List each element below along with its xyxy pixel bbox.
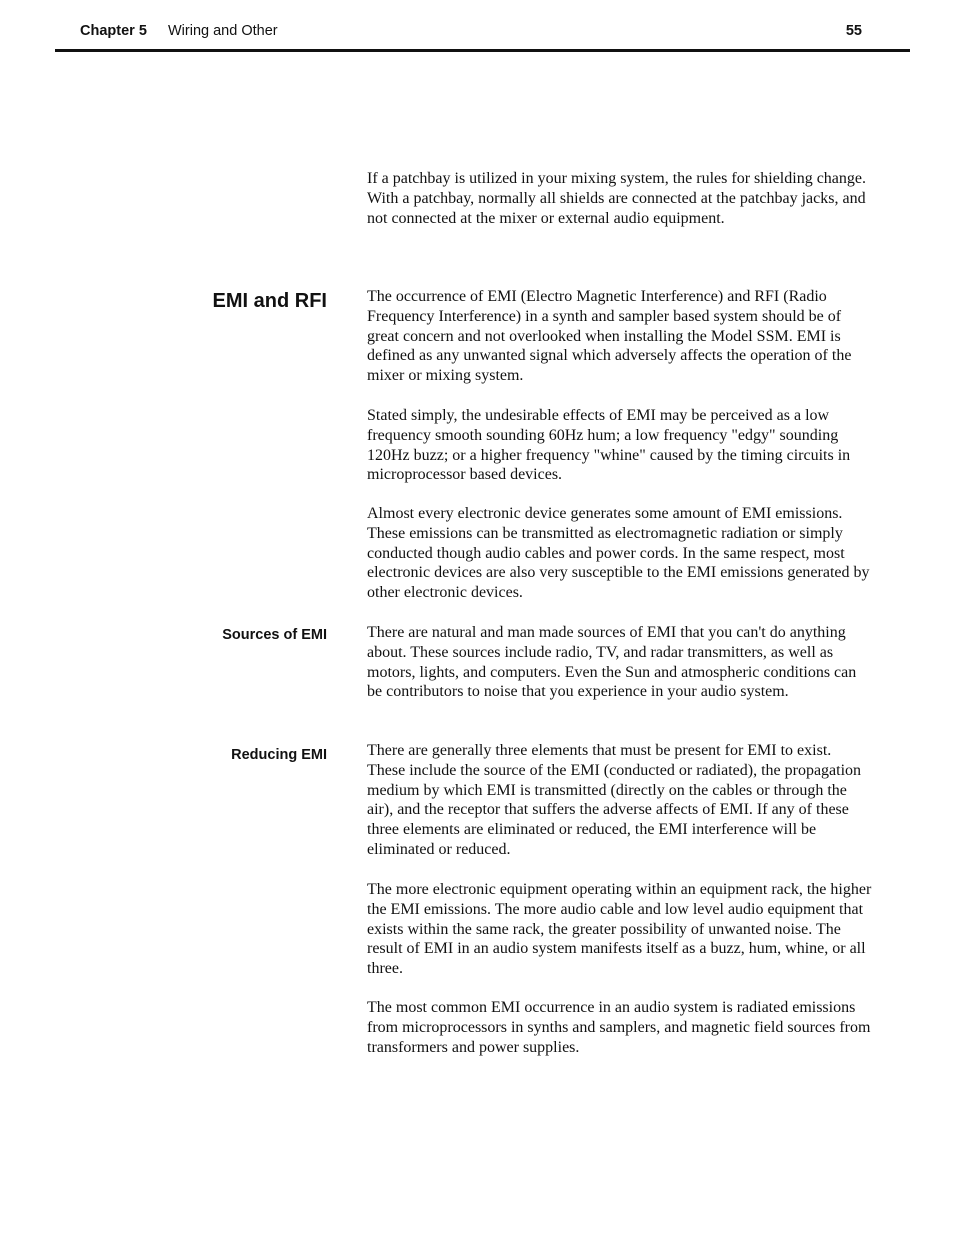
page-header	[55, 0, 910, 52]
paragraph-emi-intro: The occurrence of EMI (Electro Magnetic Interference) and RFI (Radio Frequency Interference) in a synth and sampler based system should be of great concern and not overlooked when installing the Model SSM. EMI is defined as any unwanted signal which adversely affects the operation of the mixer or mixing system.	[367, 288, 852, 385]
paragraph-sources: There are natural and man made sources of EMI that you can't do anything about. These sources include radio, TV, and radar transmitters, as well as motors, lights, and computers. Even the Sun and atmospheric conditions can be contributors to noise that you experience in your audio system.	[367, 624, 857, 701]
chapter-title: Wiring and Other	[168, 23, 278, 39]
page-number: 55	[845, 23, 862, 39]
subsection-heading-reducing: Reducing EMI	[231, 747, 327, 763]
section-heading-emi-rfi: EMI and RFI	[212, 290, 327, 312]
subsection-heading-sources: Sources of EMI	[222, 627, 327, 643]
paragraph-almost-every: Almost every electronic device generates some amount of EMI emissions. These emissions can be transmitted as electromagnetic radiation or simply conducted though audio cables and power cords. In the same respect, most electronic devices are also very susceptible to the EMI emissions generated by other electronic devices.	[367, 505, 870, 602]
paragraph-patchbay: If a patchbay is utilized in your mixing system, the rules for shielding change. With a patchbay, normally all shields are connected at the patchbay jacks, and not connected at the mixer or external audio equipment.	[367, 170, 866, 227]
paragraph-more-equipment: The more electronic equipment operating within an equipment rack, the higher the EMI emissions. The more audio cable and low level audio equipment that exists within the same rack, the greater possibility of unwanted noise. The result of EMI in an audio system manifests itself as a buzz, hum, whine, or all three.	[367, 881, 872, 978]
paragraph-stated-simply: Stated simply, the undesirable effects of EMI may be perceived as a low frequency smooth sounding 60Hz hum; a low frequency "edgy" sounding 120Hz buzz; or a higher frequency "whine" caused by the timing circuits in microprocessor based devices.	[367, 407, 851, 484]
paragraph-most-common: The most common EMI occurrence in an audio system is radiated emissions from microprocessors in synths and samplers, and magnetic field sources from transformers and power supplies.	[367, 999, 871, 1056]
paragraph-three-elements: There are generally three elements that must be present for EMI to exist. These include the source of the EMI (conducted or radiated), the propagation medium by which EMI is transmitted (directly on the cables or through the air), and the receptor that suffers the adverse affects of EMI. If any of these three elements are eliminated or reduced, the EMI interference will be eliminated or reduced.	[367, 742, 862, 858]
chapter-label: Chapter 5	[80, 23, 147, 39]
